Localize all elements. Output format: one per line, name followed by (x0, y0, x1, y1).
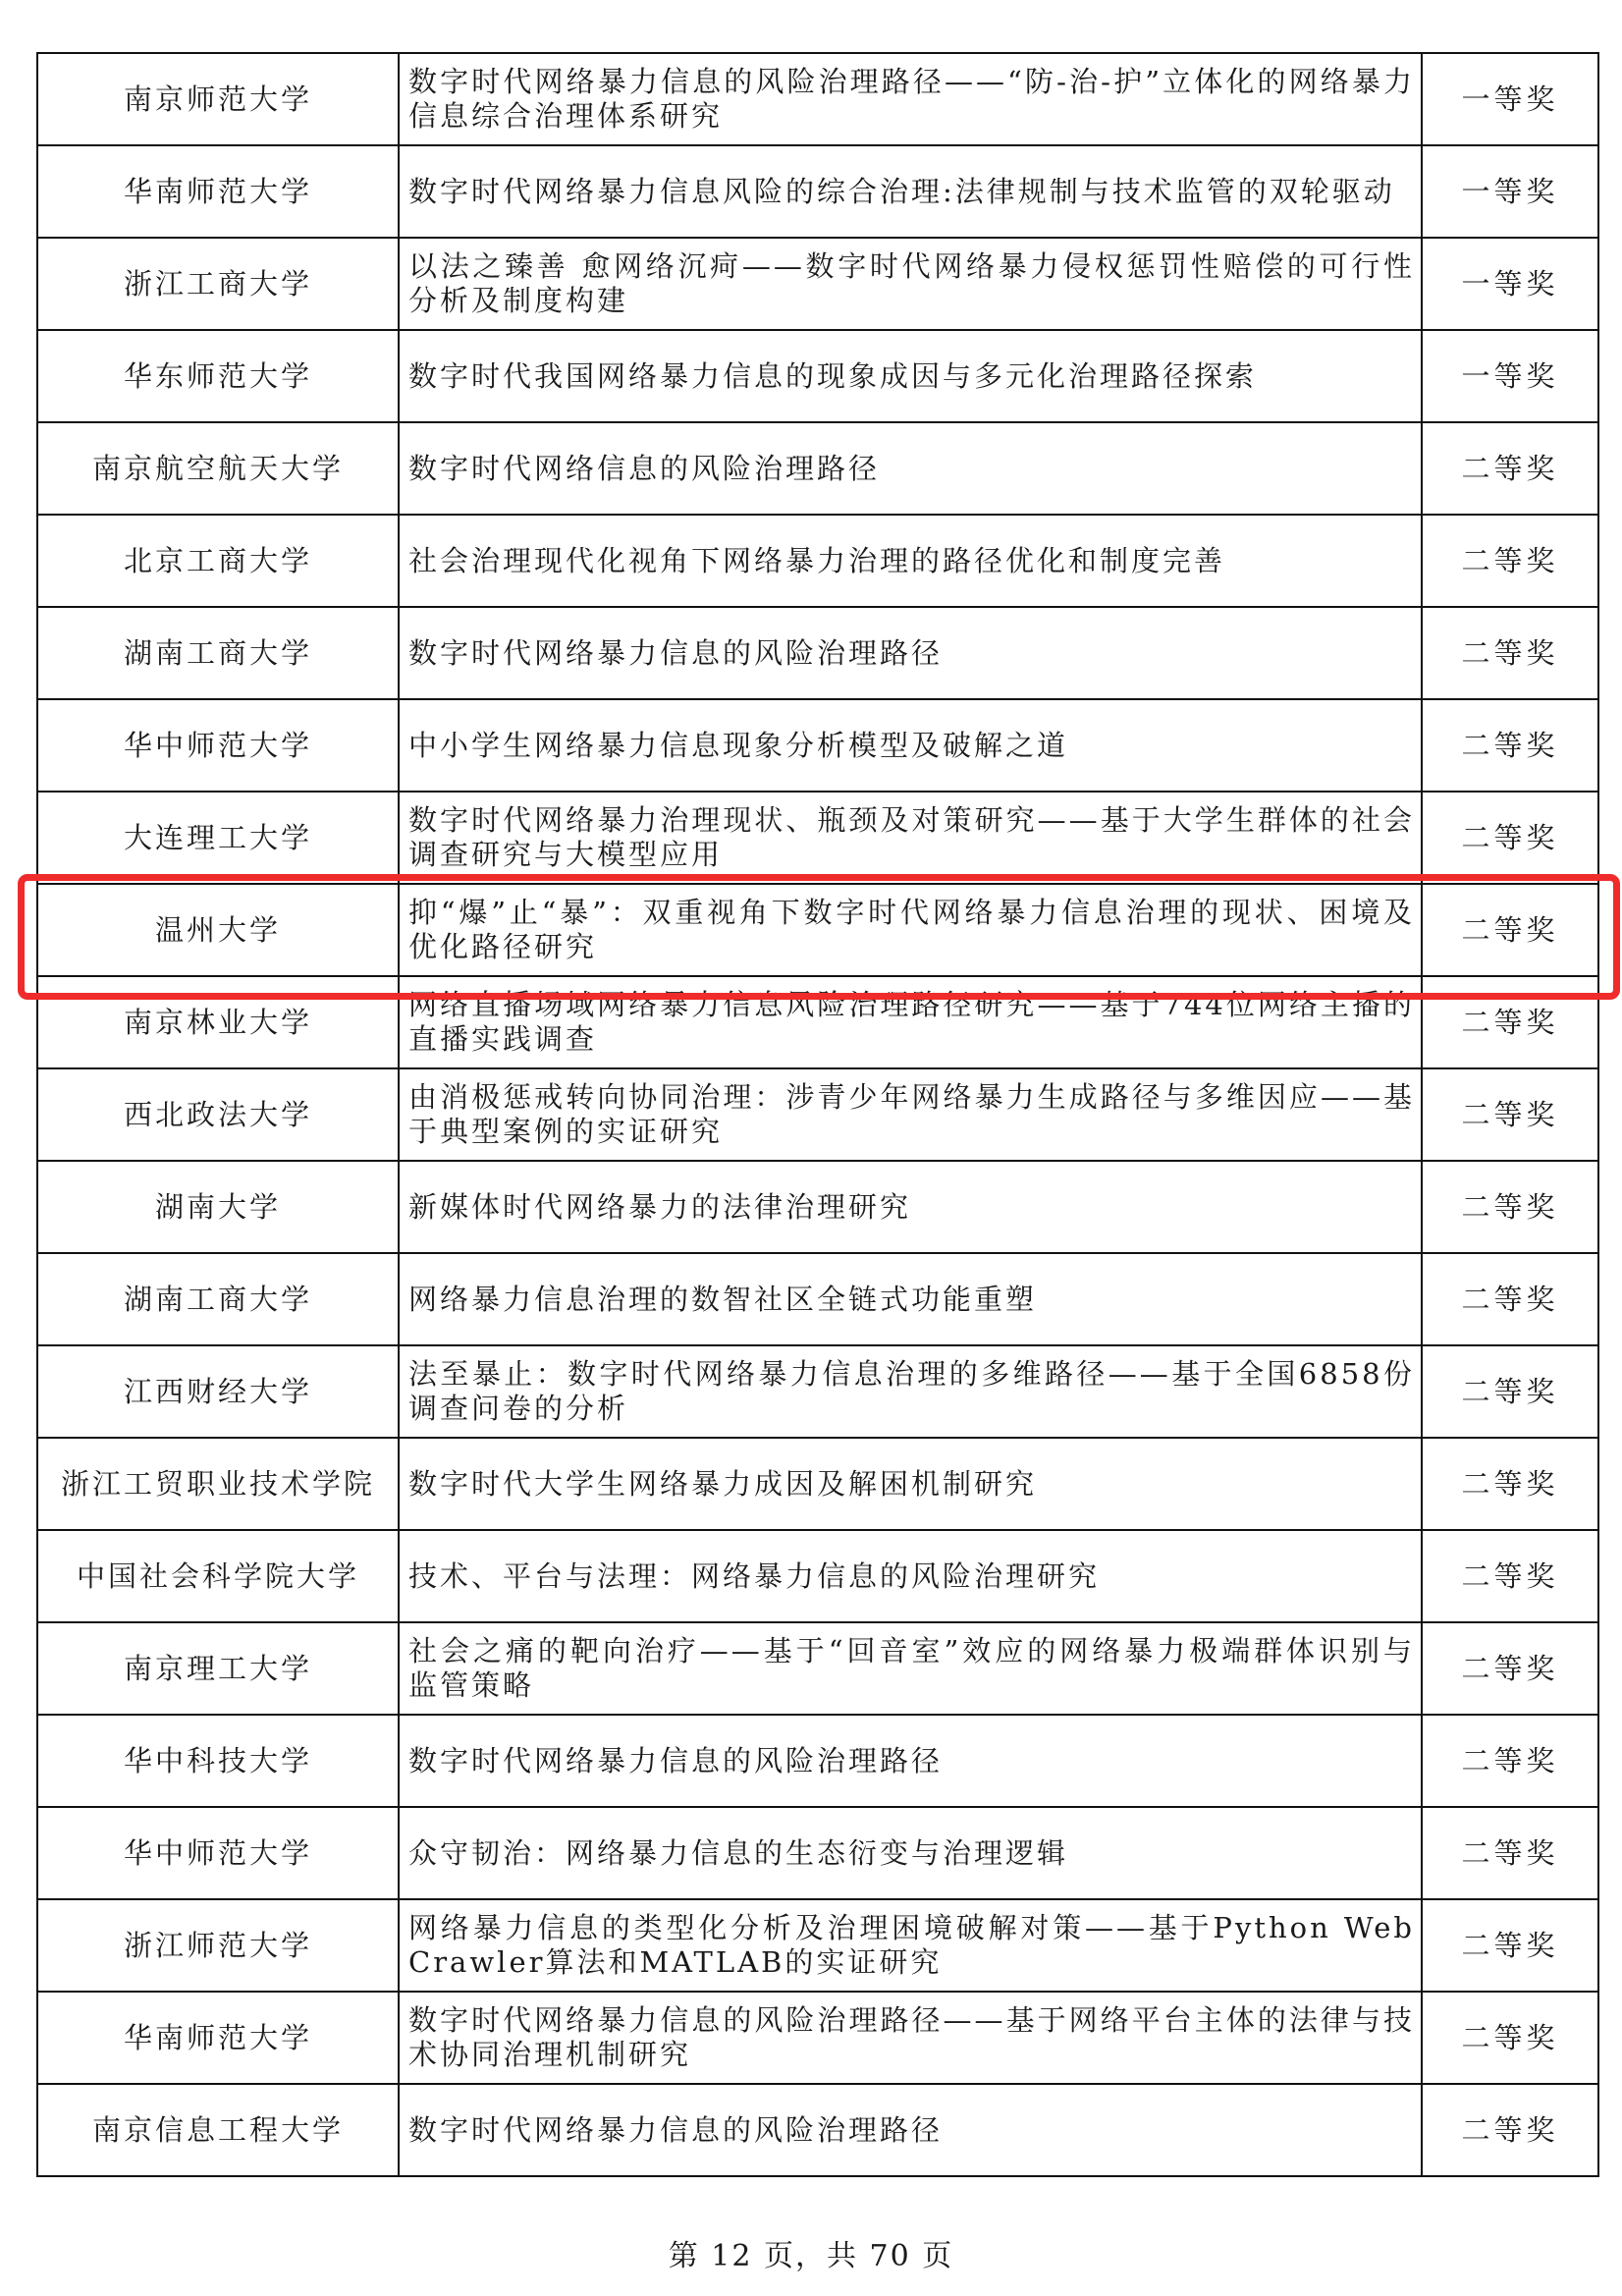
table-row (37, 1345, 1598, 1438)
table-row (37, 238, 1598, 330)
title-text: 数字时代网络暴力治理现状、瓶颈及对策研究——基于大学生群体的社会调查研究与大模型应用 (408, 803, 1415, 871)
school-cell: 湖南工商大学 (37, 1253, 399, 1345)
school-cell: 江西财经大学 (37, 1345, 399, 1438)
table-row (37, 1622, 1598, 1715)
title-text: 网络直播场域网络暴力信息风险治理路径研究——基于744位网络主播的直播实践调查 (408, 988, 1415, 1056)
title-cell (399, 1899, 1422, 1992)
school-cell: 北京工商大学 (37, 515, 399, 607)
award-cell: 二等奖 (1422, 1068, 1598, 1161)
table-row (37, 1899, 1598, 1992)
title-cell (399, 330, 1422, 422)
title-text: 数字时代网络暴力信息的风险治理路径——基于网络平台主体的法律与技术协同治理机制研究 (408, 2003, 1415, 2071)
school-cell: 华中科技大学 (37, 1715, 399, 1807)
school-cell: 南京师范大学 (37, 53, 399, 145)
school-cell: 华南师范大学 (37, 145, 399, 238)
title-text: 数字时代网络暴力信息的风险治理路径 (408, 2112, 944, 2147)
title-cell (399, 145, 1422, 238)
award-cell: 二等奖 (1422, 1807, 1598, 1899)
school-cell: 中国社会科学院大学 (37, 1530, 399, 1622)
title-cell (399, 1345, 1422, 1438)
page-footer: 第 12 页，共 70 页 (668, 2239, 954, 2273)
table-row (37, 330, 1598, 422)
school-cell: 湖南工商大学 (37, 607, 399, 699)
title-text: 数字时代我国网络暴力信息的现象成因与多元化治理路径探索 (408, 358, 1258, 393)
title-text: 数字时代网络暴力信息风险的综合治理:法律规制与技术监管的双轮驱动 (408, 174, 1395, 208)
table-row (37, 53, 1598, 145)
awards-table (36, 52, 1599, 2177)
award-cell: 二等奖 (1422, 1438, 1598, 1530)
title-text: 网络暴力信息治理的数智社区全链式功能重塑 (408, 1282, 1038, 1316)
title-text: 技术、平台与法理：网络暴力信息的风险治理研究 (408, 1558, 1101, 1593)
title-cell (399, 1161, 1422, 1253)
school-cell: 华南师范大学 (37, 1992, 399, 2084)
school-cell: 南京航空航天大学 (37, 422, 399, 515)
award-cell: 二等奖 (1422, 1253, 1598, 1345)
award-cell: 二等奖 (1422, 884, 1598, 976)
title-text: 数字时代网络暴力信息的风险治理路径——“防-治-护”立体化的网络暴力信息综合治理体系研究 (408, 65, 1415, 133)
table-row (37, 976, 1598, 1068)
title-cell (399, 53, 1422, 145)
school-cell: 浙江工商大学 (37, 238, 399, 330)
school-cell: 大连理工大学 (37, 792, 399, 884)
title-text: 数字时代网络信息的风险治理路径 (408, 451, 881, 485)
title-cell (399, 1622, 1422, 1715)
title-text: 由消极惩戒转向协同治理：涉青少年网络暴力生成路径与多维因应——基于典型案例的实证研究 (408, 1080, 1415, 1148)
awards-table-body (37, 53, 1598, 2176)
title-text: 以法之臻善 愈网络沉疴——数字时代网络暴力侵权惩罚性赔偿的可行性分析及制度构建 (408, 249, 1415, 317)
school-cell: 浙江工贸职业技术学院 (37, 1438, 399, 1530)
title-text: 抑“爆”止“暴”：双重视角下数字时代网络暴力信息治理的现状、困境及优化路径研究 (408, 896, 1415, 963)
title-text: 数字时代大学生网络暴力成因及解困机制研究 (408, 1466, 1038, 1501)
school-cell: 湖南大学 (37, 1161, 399, 1253)
school-cell: 浙江师范大学 (37, 1899, 399, 1992)
title-text: 社会之痛的靶向治疗——基于“回音室”效应的网络暴力极端群体识别与监管策略 (408, 1634, 1415, 1702)
title-cell (399, 2084, 1422, 2176)
table-row (37, 1068, 1598, 1161)
school-cell: 西北政法大学 (37, 1068, 399, 1161)
title-cell (399, 792, 1422, 884)
title-cell (399, 422, 1422, 515)
title-cell (399, 1530, 1422, 1622)
table-row (37, 792, 1598, 884)
award-cell: 二等奖 (1422, 976, 1598, 1068)
award-cell: 二等奖 (1422, 515, 1598, 607)
school-cell: 南京信息工程大学 (37, 2084, 399, 2176)
award-cell: 一等奖 (1422, 238, 1598, 330)
title-text: 法至暴止：数字时代网络暴力信息治理的多维路径——基于全国6858份调查问卷的分析 (408, 1357, 1415, 1425)
title-text: 数字时代网络暴力信息的风险治理路径 (408, 635, 944, 670)
title-text: 数字时代网络暴力信息的风险治理路径 (408, 1743, 944, 1777)
title-cell (399, 515, 1422, 607)
award-cell: 二等奖 (1422, 422, 1598, 515)
award-cell: 二等奖 (1422, 1530, 1598, 1622)
table-row (37, 1253, 1598, 1345)
school-cell: 华中师范大学 (37, 1807, 399, 1899)
title-text: 众守韧治：网络暴力信息的生态衍变与治理逻辑 (408, 1835, 1069, 1870)
award-cell: 一等奖 (1422, 330, 1598, 422)
table-row (37, 515, 1598, 607)
table-row (37, 1807, 1598, 1899)
title-cell (399, 976, 1422, 1068)
title-text: 中小学生网络暴力信息现象分析模型及破解之道 (408, 728, 1069, 762)
table-row (37, 1438, 1598, 1530)
table-row (37, 1992, 1598, 2084)
title-cell (399, 884, 1422, 976)
award-cell: 二等奖 (1422, 1622, 1598, 1715)
title-cell (399, 1807, 1422, 1899)
award-cell: 一等奖 (1422, 53, 1598, 145)
table-row (37, 2084, 1598, 2176)
title-cell (399, 1253, 1422, 1345)
title-cell (399, 1438, 1422, 1530)
title-cell (399, 699, 1422, 792)
award-cell: 二等奖 (1422, 1715, 1598, 1807)
school-cell: 温州大学 (37, 884, 399, 976)
school-cell: 华东师范大学 (37, 330, 399, 422)
award-cell: 一等奖 (1422, 145, 1598, 238)
school-cell: 南京林业大学 (37, 976, 399, 1068)
table-row (37, 884, 1598, 976)
table-row (37, 422, 1598, 515)
school-cell: 南京理工大学 (37, 1622, 399, 1715)
table-row (37, 1530, 1598, 1622)
title-cell (399, 1992, 1422, 2084)
table-row (37, 145, 1598, 238)
title-text: 新媒体时代网络暴力的法律治理研究 (408, 1189, 912, 1224)
award-cell: 二等奖 (1422, 1992, 1598, 2084)
award-cell: 二等奖 (1422, 1899, 1598, 1992)
table-row (37, 1161, 1598, 1253)
title-cell (399, 1715, 1422, 1807)
title-text: 网络暴力信息的类型化分析及治理困境破解对策——基于Python Web Crawler算法和MATLAB的实证研究 (408, 1911, 1415, 1979)
award-cell: 二等奖 (1422, 607, 1598, 699)
award-cell: 二等奖 (1422, 1345, 1598, 1438)
table-row (37, 1715, 1598, 1807)
table-row (37, 607, 1598, 699)
award-cell: 二等奖 (1422, 2084, 1598, 2176)
award-cell: 二等奖 (1422, 792, 1598, 884)
title-cell (399, 1068, 1422, 1161)
title-cell (399, 607, 1422, 699)
award-cell: 二等奖 (1422, 699, 1598, 792)
school-cell: 华中师范大学 (37, 699, 399, 792)
award-cell: 二等奖 (1422, 1161, 1598, 1253)
title-text: 社会治理现代化视角下网络暴力治理的路径优化和制度完善 (408, 543, 1226, 577)
title-cell (399, 238, 1422, 330)
table-row (37, 699, 1598, 792)
